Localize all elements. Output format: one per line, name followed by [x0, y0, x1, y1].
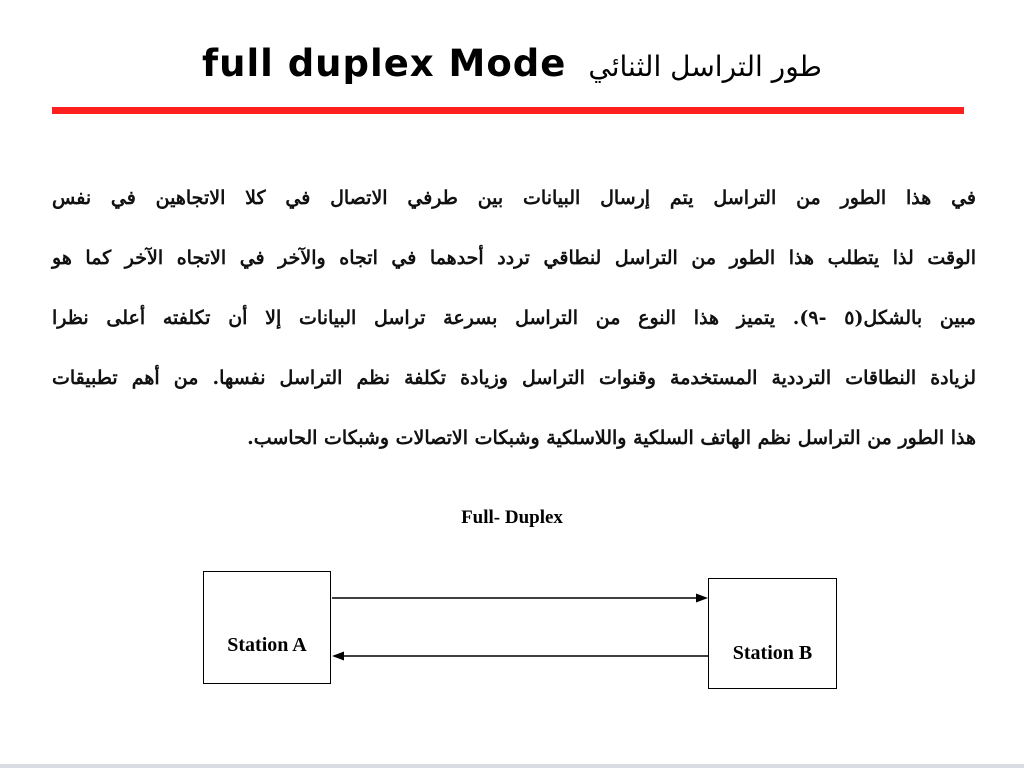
title-underline-rule [52, 107, 964, 114]
body-line: لزيادة النطاقات الترددية المستخدمة وقنوات التراسل وزيادة تكلفة نظم التراسل نفسها. من أهم تطبيقات [52, 367, 976, 389]
station-b-box [708, 578, 837, 689]
slide-title [0, 42, 1024, 102]
arrow-b-to-a [332, 652, 708, 661]
title-english: full duplex Mode [202, 42, 567, 85]
body-line: الوقت لذا يتطلب هذا الطور من التراسل لنطاقي تردد أحدهما في اتجاه والآخر في الاتجاه الآخر كما هو [52, 247, 976, 269]
arrow-a-to-b [332, 594, 708, 603]
body-line: مبين بالشكل(٥ -٩). يتميز هذا النوع من التراسل بسرعة تراسل البيانات إلا أن تكلفته أعلى نظرا [52, 307, 976, 329]
body-line: في هذا الطور من التراسل يتم إرسال البيانات بين طرفي الاتصال في كلا الاتجاهين في نفس [52, 187, 976, 209]
body-line: هذا الطور من التراسل نظم الهاتف السلكية واللاسلكية وشبكات الاتصالات وشبكات الحاسب. [247, 427, 976, 449]
footer-divider [0, 764, 1024, 768]
body-paragraph [52, 168, 976, 468]
title-arabic: طور التراسل الثنائي [588, 50, 822, 83]
diagram-title: Full- Duplex [461, 507, 563, 528]
station-a-box [203, 571, 331, 684]
station-b-label: Station B [732, 642, 813, 664]
station-a-label: Station A [227, 634, 307, 656]
